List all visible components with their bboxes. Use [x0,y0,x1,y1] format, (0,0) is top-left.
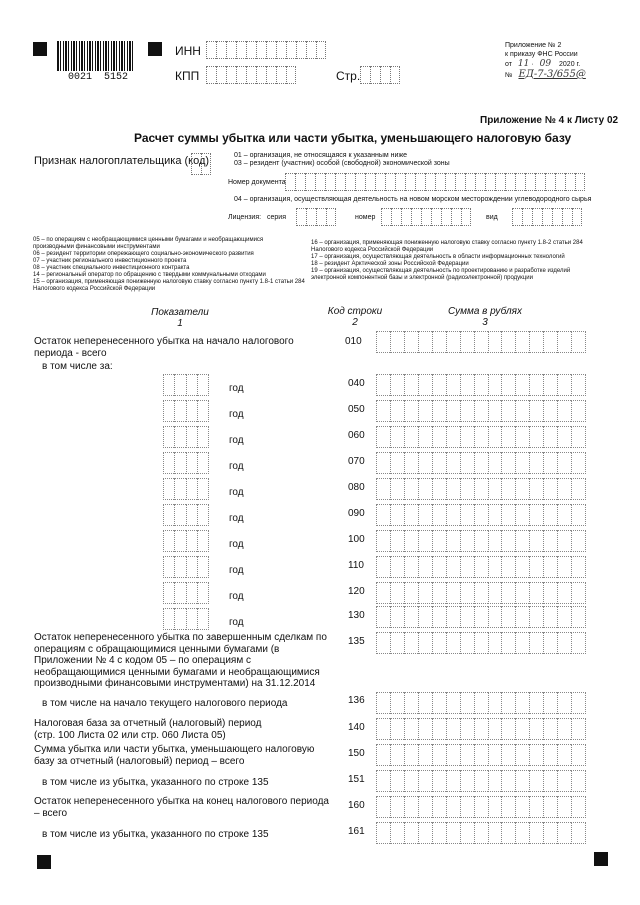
row-130-sum-field[interactable] [376,606,586,628]
kpp-label: КПП [175,69,200,83]
row-110-sum-field[interactable] [376,556,586,578]
row-135-label: Остаток неперенесенного убытка по завершенным сделкам по операциям с обращающимися ценными бумагами (в Приложении № 4 с кодом 05 – по операциям с необращающимися ценными бумагами и необращающимися производными финансовыми инструментами) на 31.12.2014 [34,632,327,689]
code-07: 07 – участник регионального инвестиционного проекта [33,258,187,264]
code-06: 06 – резидент территории опережающего социально-экономического развития [33,251,254,257]
row-140-code: 140 [348,722,365,733]
row-010-label: Остаток неперенесенного убытка на начало налогового периода - всего [34,336,294,359]
code-17: 17 – организация, осуществляющая деятельность в области информационных технологий [311,254,565,260]
row-160-label: Остаток неперенесенного убытка на конец налогового периода – всего [34,796,329,819]
appendix-line2: к приказу ФНС России [505,51,578,58]
barcode-number-right: 5152 [104,72,129,83]
row-070-sum-field[interactable] [376,452,586,474]
col-header-sum [440,306,530,328]
col-header-indicators-num: 1 [177,318,183,329]
row-090-sum-field[interactable] [376,504,586,526]
year-field-050[interactable] [163,400,209,422]
doc-number-label: Номер документа [228,179,286,186]
row-161-label: в том числе из убытка, указанного по строке 135 [42,829,269,840]
sheet-reference: Приложение № 4 к Листу 02 [480,115,619,126]
col-header-code-num: 2 [352,317,358,328]
year-word-050: год [229,409,244,420]
row-136-sum-field[interactable] [376,692,586,714]
code-04: 04 – организация, осуществляющая деятельность на новом морском месторождении углеводородного сырья [234,196,592,203]
year-field-090[interactable] [163,504,209,526]
row-135-sum-field[interactable] [376,632,586,654]
year-word-110: год [229,565,244,576]
year-word-100: год [229,539,244,550]
row-151-code: 151 [348,774,365,785]
appendix-date-prefix: от [505,61,512,68]
row-136-label: в том числе на начало текущего налогового периода [42,698,288,709]
row-150-code: 150 [348,748,365,759]
corner-marker-bottom-left [37,855,51,869]
row-050-sum-field[interactable] [376,400,586,422]
row-135-code: 135 [348,636,365,647]
license-series-field[interactable] [296,208,336,226]
col-header-code [325,306,385,328]
page-title: Расчет суммы убытка или части убытка, уменьшающего налоговую базу [134,131,572,145]
row-136-code: 136 [348,695,365,706]
year-word-120: год [229,591,244,602]
appendix-line3 [505,60,580,69]
license-number-label: номер [355,214,376,221]
row-140-label [34,718,324,741]
year-field-120[interactable] [163,582,209,604]
year-word-080: год [229,487,244,498]
row-160-sum-field[interactable] [376,796,586,818]
appendix-date-day: 11 [517,59,530,69]
row-070-code: 070 [348,456,365,467]
code-19: 19 – организация, осуществляющая деятельность по проектированию и разработке изделий электронной компонентной базы и электронной (радиоэлектронной) продукции [311,268,571,281]
license-kind-field[interactable] [512,208,582,226]
year-field-060[interactable] [163,426,209,448]
doc-number-field[interactable] [285,173,585,191]
col-header-sum-label: Сумма в рублях [448,306,522,317]
code-15: 15 – организация, применяющая пониженную налоговую ставку согласно пункту 1.8-1 статьи 284 Налогового кодекса Российской Федерации [33,279,305,292]
row-040-sum-field[interactable] [376,374,586,396]
year-field-040[interactable] [163,374,209,396]
appendix-number-prefix: № [505,72,513,79]
code-14: 14 – региональный оператор по обращению с твердыми коммунальными отходами [33,272,266,278]
row-120-sum-field[interactable] [376,582,586,604]
row-010-code: 010 [345,336,362,347]
appendix-date-year: 2020 г. [559,61,581,68]
row-160-code: 160 [348,800,365,811]
appendix-number: ЕД-7-3/655@ [518,69,586,80]
row-080-sum-field[interactable] [376,478,586,500]
row-140-label-line1: Налоговая база за отчетный (налоговый) период [34,718,262,729]
row-130-code: 130 [348,610,365,621]
row-151-sum-field[interactable] [376,770,586,792]
row-151-label: в том числе из убытка, указанного по строке 135 [42,777,269,788]
code-03: 03 – резидент (участник) особой (свободной) экономической зоны [234,160,450,167]
page-field[interactable] [360,66,400,84]
year-field-110[interactable] [163,556,209,578]
codes-left-list [33,237,305,293]
barcode [57,41,133,71]
col-header-indicators-label: Показатели [151,307,209,318]
code-18: 18 – резидент Арктической зоны Российской Федерации [311,261,469,267]
page-label: Стр. [336,69,361,83]
row-060-sum-field[interactable] [376,426,586,448]
taxpayer-sign-label: Признак налогоплательщика (код) [34,155,210,167]
year-word-070: год [229,461,244,472]
including-label: в том числе за: [42,361,113,372]
col-header-code-label: Код строки [327,306,383,317]
license-number-field[interactable] [381,208,471,226]
inn-field[interactable] [206,41,326,59]
kpp-field[interactable] [206,66,296,84]
year-word-060: год [229,435,244,446]
barcode-number-left: 0021 [68,72,93,83]
license-series-label: серия [267,214,287,221]
license-label-text: Лицензия: [228,214,262,221]
license-kind-label: вид [486,214,498,221]
row-050-code: 050 [348,404,365,415]
year-word-090: год [229,513,244,524]
row-060-code: 060 [348,430,365,441]
corner-marker-bottom-right [594,852,608,866]
row-110-code: 110 [348,560,364,571]
year-field-070[interactable] [163,452,209,474]
year-word-040: год [229,383,244,394]
row-090-code: 090 [348,508,365,519]
appendix-line1: Приложение № 2 [505,42,562,49]
row-100-code: 100 [348,534,365,545]
code-16: 16 – организация, применяющая пониженную налоговую ставку согласно пункту 1.8-2 статьи 284 Налогового кодекса Российской Федерации [311,240,583,253]
row-120-code: 120 [348,586,365,597]
row-161-code: 161 [348,826,365,837]
corner-marker-top-mid [148,42,162,56]
inn-label: ИНН [175,44,201,58]
corner-marker-top-left [33,42,47,56]
row-040-code: 040 [348,378,365,389]
year-field-130[interactable] [163,608,209,630]
year-field-080[interactable] [163,478,209,500]
code-01: 01 – организация, не относящаяся к указанным ниже [234,152,408,159]
year-word-130: год [229,617,244,628]
row-100-sum-field[interactable] [376,530,586,552]
row-150-sum-field[interactable] [376,744,586,766]
row-161-sum-field[interactable] [376,822,586,844]
license-label [228,214,286,222]
row-080-code: 080 [348,482,365,493]
col-header-sum-num: 3 [482,317,488,328]
code-05: 05 – по операциям с необращающимися ценными бумагами и необращающимися производными финансовыми инструментами [33,237,264,250]
appendix-line4 [505,70,586,80]
appendix-date-sep: · [531,61,534,68]
taxpayer-sign-field[interactable] [191,153,211,171]
row-010-sum-field[interactable] [376,331,586,353]
codes-right-list [311,240,607,282]
row-150-label: Сумма убытка или части убытка, уменьшающего налоговую базу за отчетный (налоговый) период – всего [34,744,315,767]
code-08: 08 – участник специального инвестиционного контракта [33,265,190,271]
row-140-label-line2: (стр. 100 Листа 02 или стр. 060 Листа 05) [34,729,226,741]
year-field-100[interactable] [163,530,209,552]
row-140-sum-field[interactable] [376,718,586,740]
col-header-indicators [140,307,220,329]
appendix-date-month: 09 [539,59,552,69]
